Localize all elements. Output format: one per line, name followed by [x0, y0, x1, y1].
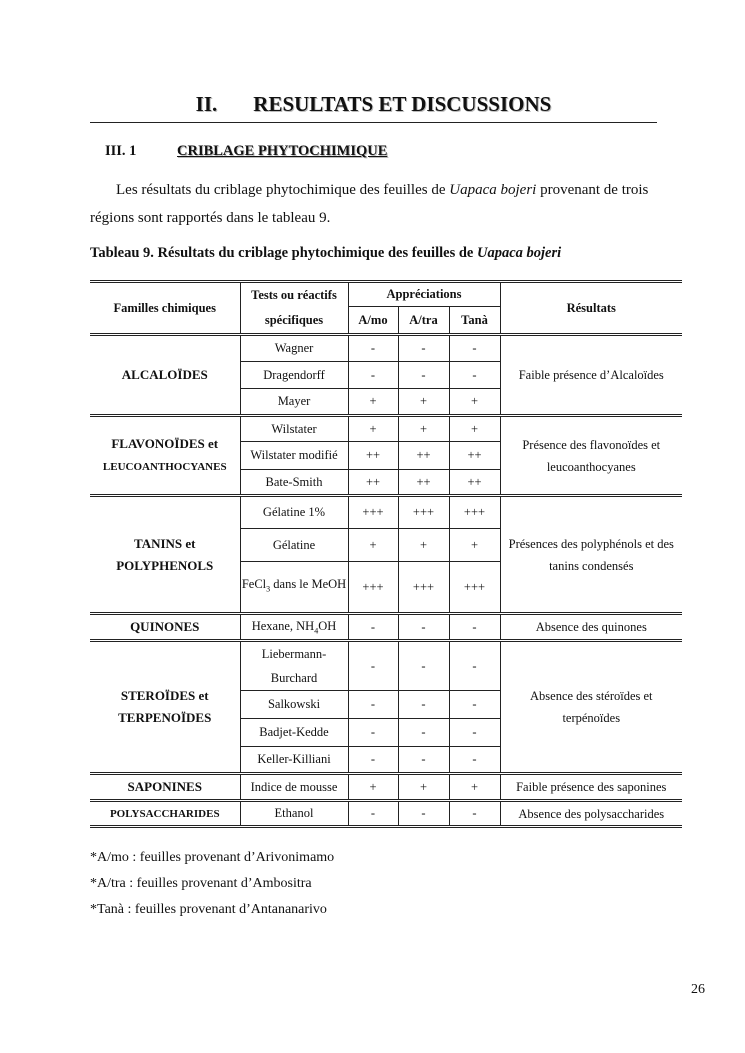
value-cell: -	[449, 335, 500, 362]
screening-table	[90, 280, 682, 828]
header-tests: Tests ou réactifs spécifiques	[240, 282, 348, 335]
value-cell: -	[348, 691, 398, 719]
value-cell: ++	[348, 470, 398, 496]
value-cell: +	[398, 416, 449, 442]
value-cell: +	[348, 774, 398, 801]
family-flavonoides	[90, 416, 240, 496]
header-family: Familles chimiques	[90, 282, 240, 335]
result-flavonoides: Présence des flavonoïdes et leucoanthocyanes	[500, 416, 682, 496]
value-cell: -	[348, 362, 398, 389]
page-number: 26	[691, 982, 705, 997]
test-fecl: FeCl	[241, 577, 267, 592]
test-hexane: Hexane, NH	[251, 618, 315, 633]
family-flavonoides-line2: LEUCOANTHOCYANES	[102, 461, 227, 473]
test-cell: Salkowski	[240, 691, 348, 719]
value-cell: +++	[449, 562, 500, 614]
test-hexane-sub: 4	[314, 626, 319, 636]
result-tanins: Présences des polyphénols et des tanins condensés	[500, 496, 682, 614]
test-cell: Keller-Killiani	[240, 747, 348, 774]
value-cell: -	[449, 641, 500, 691]
intro-paragraph	[90, 176, 657, 232]
value-cell: +	[348, 389, 398, 416]
value-cell: -	[348, 747, 398, 774]
value-cell: ++	[449, 470, 500, 496]
table-row	[90, 774, 682, 801]
value-cell: ++	[398, 442, 449, 470]
test-cell: Gélatine 1%	[240, 496, 348, 529]
value-cell: -	[398, 801, 449, 827]
header-region-amo: A/mo	[348, 307, 398, 335]
value-cell: -	[348, 335, 398, 362]
value-cell: -	[348, 641, 398, 691]
value-cell: -	[348, 801, 398, 827]
value-cell: +	[449, 774, 500, 801]
value-cell: -	[449, 614, 500, 641]
header-region-atra: A/tra	[398, 307, 449, 335]
intro-text-2: provenant de trois régions sont rapportés dans le tableau 9.	[90, 182, 649, 226]
table-row	[90, 641, 682, 691]
test-cell: Wilstater modifié	[240, 442, 348, 470]
value-cell: ++	[449, 442, 500, 470]
value-cell: -	[398, 719, 449, 747]
value-cell: -	[348, 719, 398, 747]
note-atra: *A/tra : feuilles provenant d’Ambositra	[90, 876, 312, 891]
family-saponines: SAPONINES	[90, 774, 240, 801]
value-cell: -	[398, 747, 449, 774]
table-row	[90, 496, 682, 529]
table-row	[90, 335, 682, 362]
result-saponines: Faible présence des saponines	[500, 774, 682, 801]
value-cell: -	[398, 335, 449, 362]
value-cell: -	[348, 614, 398, 641]
table-row	[90, 416, 682, 442]
value-cell: +++	[398, 562, 449, 614]
value-cell: -	[449, 719, 500, 747]
chapter-heading	[90, 92, 657, 123]
test-cell	[240, 562, 348, 614]
test-cell: Badjet-Kedde	[240, 719, 348, 747]
value-cell: +++	[449, 496, 500, 529]
result-polysaccharides: Absence des polysaccharides	[500, 801, 682, 827]
value-cell: +	[449, 529, 500, 562]
value-cell: -	[398, 362, 449, 389]
family-flavonoides-line1: FLAVONOÏDES et	[111, 436, 219, 451]
test-cell: Gélatine	[240, 529, 348, 562]
value-cell: +	[398, 389, 449, 416]
section-number: III. 1	[105, 143, 137, 159]
table-caption	[90, 245, 561, 262]
test-cell: Dragendorff	[240, 362, 348, 389]
family-quinones: QUINONES	[90, 614, 240, 641]
header-results: Résultats	[500, 282, 682, 335]
value-cell: -	[449, 691, 500, 719]
value-cell: +	[348, 529, 398, 562]
chapter-title: RESULTATS ET DISCUSSIONS	[253, 92, 552, 116]
value-cell: +++	[348, 562, 398, 614]
value-cell: +++	[348, 496, 398, 529]
value-cell: -	[398, 614, 449, 641]
caption-text: Tableau 9. Résultats du criblage phytochimique des feuilles de	[90, 245, 477, 261]
test-fecl-after: dans le MeOH	[270, 577, 347, 592]
test-cell: Indice de mousse	[240, 774, 348, 801]
family-tanins: TANINS et POLYPHENOLS	[90, 496, 240, 614]
value-cell: ++	[398, 470, 449, 496]
header-region-tana: Tanà	[449, 307, 500, 335]
result-alcaloides: Faible présence d’Alcaloïdes	[500, 335, 682, 416]
section-heading	[105, 143, 388, 160]
intro-species: Uapaca bojeri	[449, 182, 537, 198]
test-cell: Wagner	[240, 335, 348, 362]
intro-text-1: Les résultats du criblage phytochimique des feuilles de	[116, 182, 450, 198]
header-appreciations: Appréciations	[348, 282, 500, 307]
family-steroides: STEROÏDES et TERPENOÏDES	[90, 641, 240, 774]
value-cell: +	[449, 389, 500, 416]
family-polysaccharides: POLYSACCHARIDES	[90, 801, 240, 827]
table-row	[90, 801, 682, 827]
value-cell: +	[348, 416, 398, 442]
value-cell: +	[449, 416, 500, 442]
value-cell: -	[398, 691, 449, 719]
test-cell: Mayer	[240, 389, 348, 416]
test-cell: Bate-Smith	[240, 470, 348, 496]
value-cell: -	[449, 801, 500, 827]
test-cell: Wilstater	[240, 416, 348, 442]
test-cell: Liebermann-Burchard	[240, 641, 348, 691]
note-tana: *Tanà : feuilles provenant d’Antananarivo	[90, 902, 327, 917]
value-cell: +	[398, 529, 449, 562]
chapter-number: II.	[195, 92, 218, 116]
value-cell: ++	[348, 442, 398, 470]
value-cell: -	[449, 362, 500, 389]
family-alcaloides: ALCALOÏDES	[90, 335, 240, 416]
section-title: CRIBLAGE PHYTOCHIMIQUE	[177, 143, 388, 159]
test-fecl-sub: 3	[266, 584, 271, 594]
caption-species: Uapaca bojeri	[476, 245, 562, 261]
test-hexane-after: OH	[318, 618, 337, 633]
test-cell: Ethanol	[240, 801, 348, 827]
value-cell: -	[449, 747, 500, 774]
test-cell	[240, 614, 348, 641]
value-cell: -	[398, 641, 449, 691]
value-cell: +	[398, 774, 449, 801]
note-amo: *A/mo : feuilles provenant d’Arivonimamo	[90, 850, 335, 865]
table-row	[90, 614, 682, 641]
result-steroides: Absence des stéroïdes et terpénoïdes	[500, 641, 682, 774]
value-cell: +++	[398, 496, 449, 529]
result-quinones: Absence des quinones	[500, 614, 682, 641]
